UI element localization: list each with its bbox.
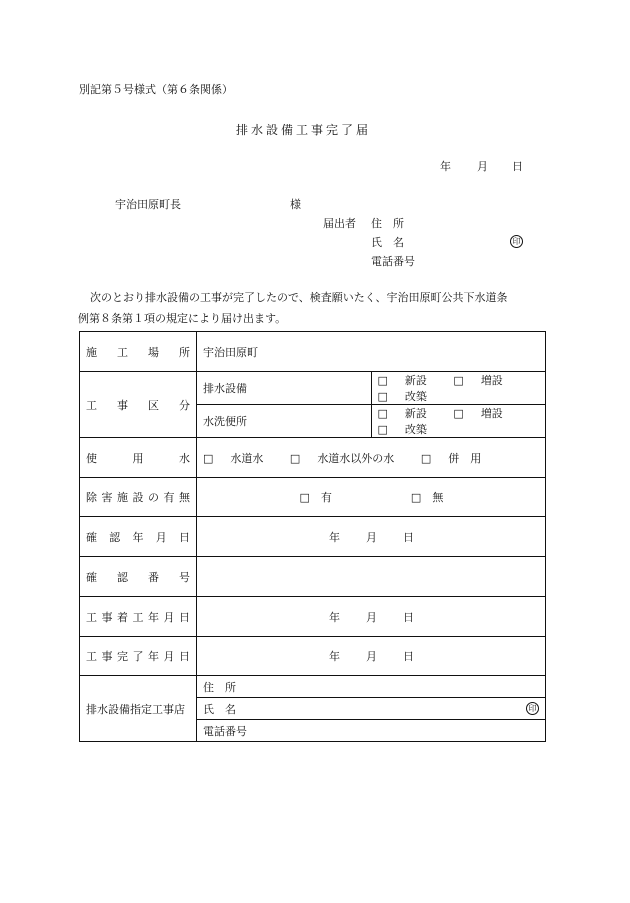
checkbox-extension[interactable]: □ 増設	[453, 374, 503, 387]
work-type-drainage-options	[371, 372, 546, 405]
form-number: 別記第５号様式（第６条関係）	[79, 83, 233, 96]
body-line-2: 例第８条第１項の規定により届け出ます。	[78, 312, 287, 325]
applicant-phone-label: 電話番号	[371, 255, 415, 268]
contractor-address-field[interactable]	[197, 676, 546, 698]
contractor-address-label: 住 所	[203, 680, 236, 694]
row-removal-facility	[80, 478, 546, 517]
start-date-label: 工 事 着 工 年 月 日	[80, 597, 197, 637]
applicant-seal-icon: 印	[510, 235, 523, 248]
row-contractor-address	[80, 676, 546, 698]
completion-form-table	[79, 331, 546, 742]
work-type-toilet-options	[371, 405, 546, 438]
finish-date-field[interactable]: 年 月 日	[197, 637, 546, 676]
work-type-label: 工 事 区 分	[80, 372, 197, 438]
finish-date-label: 工 事 完 了 年 月 日	[80, 637, 197, 676]
contractor-name-label: 氏 名	[203, 702, 236, 716]
confirm-date-field[interactable]: 年 月 日	[197, 517, 546, 557]
row-site	[80, 332, 546, 372]
confirm-date-label: 確 認 年 月 日	[80, 517, 197, 557]
water-source-label: 使 用 水	[80, 438, 197, 478]
applicant-name-label: 氏 名	[371, 236, 404, 249]
contractor-label: 排水設備指定工事店	[80, 676, 197, 742]
checkbox-non-tap-water[interactable]: □ 水道水以外の水	[289, 451, 395, 465]
addressee-honorific: 様	[290, 198, 301, 211]
row-confirm-date	[80, 517, 546, 557]
confirm-number-field[interactable]	[197, 557, 546, 597]
checkbox-new[interactable]: □ 新設	[377, 374, 427, 387]
work-type-drainage: 排水設備	[197, 372, 372, 405]
body-paragraph	[78, 287, 558, 329]
applicant-address-label: 住 所	[371, 217, 404, 230]
checkbox-rebuild[interactable]: □ 改築	[377, 390, 427, 403]
checkbox-absent[interactable]: □ 無	[410, 491, 444, 504]
row-confirm-number	[80, 557, 546, 597]
checkbox-rebuild[interactable]: □ 改築	[377, 423, 427, 436]
applicant-label: 届出者	[323, 217, 356, 230]
contractor-name-field[interactable]	[197, 698, 546, 720]
contractor-seal-icon: 印	[526, 702, 539, 715]
checkbox-tap-water[interactable]: □ 水道水	[203, 451, 264, 465]
work-type-toilet: 水洗便所	[197, 405, 372, 438]
row-work-type-1	[80, 372, 546, 405]
start-date-field[interactable]: 年 月 日	[197, 597, 546, 637]
checkbox-new[interactable]: □ 新設	[377, 407, 427, 420]
contractor-phone-field[interactable]	[197, 720, 546, 742]
checkbox-extension[interactable]: □ 増設	[453, 407, 503, 420]
contractor-phone-label: 電話番号	[203, 724, 247, 738]
checkbox-combined-use[interactable]: □ 併 用	[420, 451, 482, 465]
water-source-options	[197, 438, 546, 478]
document-title: 排水設備工事完了届	[236, 123, 372, 137]
removal-facility-label: 除 害 施 設 の 有 無	[80, 478, 197, 517]
site-label: 施 工 場 所	[80, 332, 197, 372]
addressee-name: 宇治田原町長	[115, 198, 181, 211]
body-line-1: 次のとおり排水設備の工事が完了したので、検査願いたく、宇治田原町公共下水道条	[90, 291, 508, 304]
date-day-unit: 日	[512, 160, 523, 173]
removal-facility-options	[197, 478, 546, 517]
site-value: 宇治田原町	[197, 332, 546, 372]
date-year-unit: 年	[440, 160, 451, 173]
date-month-unit: 月	[477, 160, 488, 173]
confirm-number-label: 確 認 番 号	[80, 557, 197, 597]
row-finish-date	[80, 637, 546, 676]
row-start-date	[80, 597, 546, 637]
row-water-source	[80, 438, 546, 478]
checkbox-present[interactable]: □ 有	[299, 491, 332, 504]
